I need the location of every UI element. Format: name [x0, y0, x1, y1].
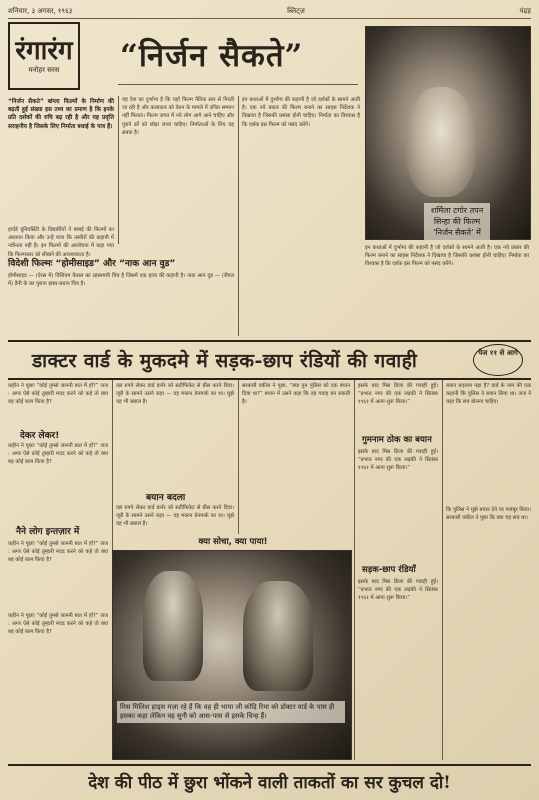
lower-col-1-text: कहीन ने पूछाः “कोई तुमसे जाननी बात में हाँ?” जज : अगर ऐसे कोई तुम्हारी मदद करने को कहे तो क्या बह कोई काम किया है? — [8, 383, 108, 406]
column-divider — [442, 380, 443, 760]
lower-col-4-text: इसके बाद मिस डिजा की गवाही हुई। “प्रभात नगर की एक लड़की ने सितंबर १९६१ में आना शुरू किया।” — [358, 383, 438, 406]
photo2-figure-right — [243, 581, 313, 691]
subhead-kya-socha: क्या सोचा, क्या पाया! — [198, 537, 268, 547]
column-divider — [238, 96, 239, 336]
column-2-text: यह देश का दुर्भाग्य है कि यहाँ फिल्म नैतिक स्तर से गिरती जा रही है और कलाकार को वेतन के मामले में उचित सम्मान नहीं मिलता। फिल्म जगत में नये लोग आगे आने चाहिए और पुराने ढर्रे को छोड़ा जाना चाहिए। निर्माताओं के लिए यह सबक है। — [122, 97, 234, 136]
column-divider — [238, 380, 239, 534]
subhead-sadak: सड़क-छाप रंडियाँ — [362, 565, 416, 575]
column-right-text: इन कथाओं में दुर्भाग्य की कहानी है जो दर्शकों के सामने आती है। एक नये प्रकार की फिल्म बनाने का साहस निर्देशक ने दिखाया है जिसकी प्रशंसा होनी चाहिए। निर्माता का विश्वास है कि दर्शक इस फिल्म को पसंद करेंगे। — [365, 245, 529, 268]
courtroom-photo — [112, 550, 352, 760]
lower-col-4-end: इसके बाद मिस डिजा की गवाही हुई। “प्रभात नगर की एक लड़की ने सितंबर १९६१ में आना शुरू किया।” — [358, 579, 438, 602]
header-date: शनिवार, ३ अगस्त, १९६३ — [8, 6, 73, 15]
lead-banner — [8, 340, 531, 380]
lower-col-1-bottom: कहीन ने पूछाः “कोई तुमसे जाननी बात में हाँ?” जज : अगर ऐसे कोई तुम्हारी मदद करने को कहे तो क्या बह कोई काम किया है? — [8, 613, 108, 636]
lower-col-5-text: बयान बदलना पड़ा है? वार्ड के नाम की एक कहानी कि पुलिस ने बयान लिया था। जज ने कहा कि सच बोलना चाहिए। — [446, 383, 531, 406]
portrait-face — [406, 87, 476, 197]
column-divider — [354, 380, 355, 760]
photo2-caption: मिस मिलिश हाड्स मज़ा रहे हैं कि वह ही भाया जी कोड़ि रिया को डॉक्टर वार्ड के पास ही इसका कहा लेकिन वह सुनी को आस-पास से इसके चिन्ह हैं। — [117, 701, 345, 723]
lower-col-1-more: कहीन ने पूछाः “कोई तुमसे जाननी बात में हाँ?” जज : अगर ऐसे कोई तुम्हारी मदद करने को कहे तो क्या बह कोई काम किया है? — [8, 443, 108, 466]
masthead-subtitle: मनोहर सरस — [28, 65, 60, 74]
page-reference-badge: पेज ११ से आगे — [473, 344, 523, 376]
foreign-film-text: होमीसाइड — (ऐरस में) विलियम कैसल का रहस्यमयी चित्र है जिसमें एक हत्या की कहानी है। नाक आन वुड — (रीगल में) डैनी के का पुराना हास्य-प्रधान चित्र है। — [8, 273, 234, 288]
main-headline: “निर्जन सैकते” — [120, 38, 304, 74]
banner-headline: डाक्टर वार्ड के मुकदमे में सड़क-छाप रंडियों की गवाही — [32, 350, 418, 372]
masthead-title: रंगारंग — [15, 35, 73, 66]
lower-col-1-end: कहीन ने पूछाः “कोई तुमसे जाननी बात में हाँ?” जज : अगर ऐसे कोई तुम्हारी मदद करने को कहे तो क्या बह कोई काम किया है? — [8, 541, 108, 564]
photo1-caption: शर्मिला टगोर तपन सिन्हा की फिल्म ’निर्जन सैकते’ में — [424, 203, 490, 240]
photo2-figure-left — [143, 571, 203, 681]
footer-slogan: देश की पीठ में छुरा भोंकने वाली ताकतों का सर कुचल दो! — [8, 764, 531, 796]
subhead-gumnam: गुमनाम ठोक का बयान — [362, 435, 432, 445]
lower-col-6-text: कि पुलिस ने मुझे बयान देने पर मजबूर किया। सरकारी वकील ने पूछा कि क्या यह सच था। — [446, 507, 531, 522]
subhead-bayan-badla: बयान बदला — [146, 493, 186, 503]
subhead-naye-log: नैने लोग इन्तज़ार में — [16, 527, 80, 537]
column-divider — [118, 96, 119, 244]
lower-col-2-more: दस रुपये लेकर वार्ड डार्नर को सटीफिकेट से ग्रीस करने दिया। जूरी के सामने उसने कहा — वह मकान डेनमार्क का था। मुझे यह भी ख्याल है। — [116, 505, 234, 528]
masthead-logo — [8, 22, 80, 90]
portrait-photo — [365, 26, 531, 240]
column-1-text: हार्वर्ड युनिवर्सिटी के विद्यार्थियों ने बम्बई की फिल्मों का अध्ययन किया और उन्हें पाया कि तस्वीरों की कहानी में नवीनता नहीं है। इन फिल्मों की आलोचना में कहा गया कि फिल्मकार को सीखने की आवश्यकता है। — [8, 227, 114, 258]
subhead-dekar: देकर लेकर! — [20, 431, 60, 441]
intro-text: “निर्जन सैकते” बांग्ला फिल्मों के निर्माण की बढ़ती हुई संख्या इस तथ्य का प्रमाण है कि इनके प्रति दर्शकों की रुचि बढ़ रही है और यह प्रवृत्ति सराहनीय है जिसके लिए निर्माता बधाई के पात्र हैं। — [8, 99, 114, 130]
foreign-film-subhead: विदेशी फिल्मः “होमीसाइड” और “नाक आन वुड” — [8, 259, 176, 269]
lower-col-3-text: सरकारी वकील ने पूछा, “क्या तुम पुलिस को एक बयान दिया था?” बयान में उसने कहा कि वह गवाह बन सकती है। — [242, 383, 350, 406]
page-header — [8, 4, 531, 19]
header-center: ब्लिट्ज़ — [287, 6, 305, 15]
column-3-text: इन कथाओं में दुर्भाग्य की कहानी है जो दर्शकों के सामने आती है। एक नये प्रकार की फिल्म बनाने का साहस निर्देशक ने दिखाया है जिसकी प्रशंसा होनी चाहिए। निर्माता का विश्वास है कि दर्शक इस फिल्म को पसंद करेंगे। — [242, 97, 360, 128]
lower-col-4-more: इसके बाद मिस डिजा की गवाही हुई। “प्रभात नगर की एक लड़की ने सितंबर १९६१ में आना शुरू किया।” — [358, 449, 438, 472]
lower-col-2-text: दस रुपये लेकर वार्ड डार्नर को सटीफिकेट से ग्रीस करने दिया। जूरी के सामने उसने कहा — वह मकान डेनमार्क का था। मुझे यह भी ख्याल है। — [116, 383, 234, 406]
header-page-number: पंद्रह — [519, 6, 531, 15]
headline-rule — [118, 84, 358, 85]
